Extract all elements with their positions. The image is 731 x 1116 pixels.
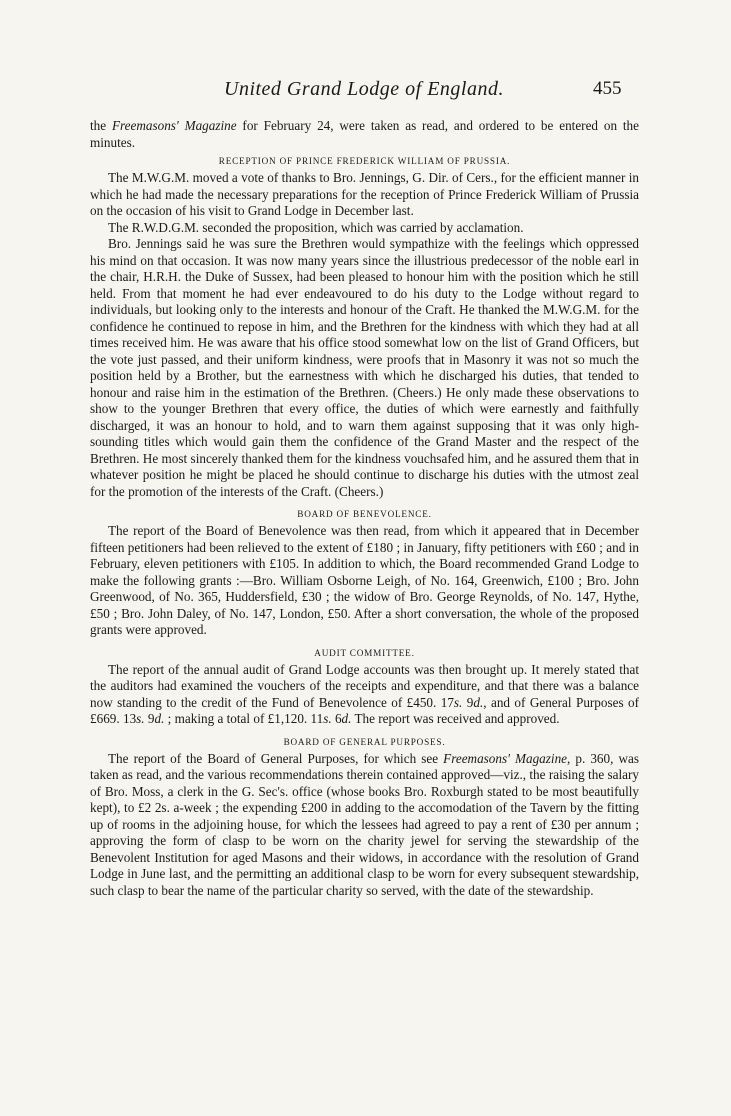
paragraph: The report of the Board of Benevolence was then read, from which it appeared that in December fifteen petitioners had been relieved to the extent of £180 ; in January, fifty petitioners with £60 ; and in February, eleven petitioners with £105. In addition to which, the Board recommended Grand Lodge to make the following grants :—Bro. William Osborne Leigh, of No. 164, Greenwich, £100 ; Bro. John Greenwood, of No. 365, Huddersfield, £30 ; the widow of Bro. George Reynolds, of No. 147, Hythe, £50 ; Bro. John Daley, of No. 147, London, £50. After a short conversation, the whole of the proposed grants were approved. (90, 523, 639, 637)
article-body (90, 118, 639, 899)
running-title: United Grand Lodge of England. (224, 78, 504, 100)
section-heading-audit: AUDIT COMMITTEE. (314, 647, 415, 658)
section-heading-reception: RECEPTION OF PRINCE FREDERICK WILLIAM OF PRUSSIA. (218, 156, 511, 166)
paragraph: The report of the annual audit of Grand Lodge accounts was then brought up. It merely stated that the auditors had examined the vouchers of the receipts and expenditure, and that there was a balance now standing to the credit of the Fund of Benevolence of £450. 17s. 9d., and of General Purposes of £669. 13s. 9d. ; making a total of £1,120. 11s. 6d. The report was received and approved. (90, 661, 640, 726)
magazine-title: Freemasons' Magazine (443, 750, 568, 766)
section-heading-general-purposes: BOARD OF GENERAL PURPOSES. (283, 736, 446, 747)
magazine-title: Freemasons' Magazine (111, 118, 237, 133)
paragraph: The M.W.G.M. moved a vote of thanks to Bro. Jennings, G. Dir. of Cers., for the efficient manner in which he had made the necessary preparations for the reception of Prince Frederick William of Prussia on the occasion of his visit to Grand Lodge in December last. (90, 170, 639, 218)
page-number: 455 (593, 78, 622, 99)
paragraph: Bro. Jennings said he was sure the Brethren would sympathize with the feelings which oppressed his mind on that occasion. It was now many years since the illustrious predecessor of the noble earl in the chair, H.R.H. the Duke of Sussex, had been pleased to honour him with the position which he still held. From that moment he had ever endeavoured to do his duty to the Lodge without regard to individuals, but looking only to the interests and honour of the Craft. He thanked the M.W.G.M. for the confidence he continued to repose in him, and the Brethren for the kindness with which they had at all times received him. He was aware that his office stood somewhat low on the list of Grand Officers, but the vote just passed, and their uniform kindness, were proofs that in Masonry it was not so much the position held by a Brother, but the earnestness with which he discharged his duties, that tended to honour and raise him in the estimation of the Brethren. (Cheers.) He only made these observations to show to the younger Brethren that every office, the duties of which were earnestly and faithfully discharged, it was an honour to hold, and to warn them against supposing that it was only high-sounding titles which would gain them the confidence of the Grand Master and the respect of the Brethren. He most sincerely thanked them for the kindness vouchsafed him, and he assured them that in whatever position he might be placed he should continue to discharge his duties with the utmost zeal for the promotion of the interests of the Craft. (Cheers.) (90, 236, 639, 499)
section-heading-benevolence: BOARD OF BENEVOLENCE. (297, 509, 432, 519)
paragraph: The R.W.D.G.M. seconded the proposition, which was carried by acclamation. (108, 219, 524, 235)
continuation-paragraph: the Freemasons' Magazine for February 24, were taken as read, and ordered to be entered on the minutes. (90, 118, 639, 150)
paragraph: The report of the Board of General Purposes, for which see Freemasons' Magazine, p. 360, was taken as read, and the various recommendations therein contained approved—viz., the raising the salary of Bro. Moss, a clerk in the G. Sec's. office (whose books Bro. Roxburgh stated to be most beautifully kept), to £2 2s. a-week ; the expending £200 in adding to the accomodation of the Tavern by the fitting up of rooms in the adjoining house, for which the lessees had agreed to pay a rent of £30 per annum ; approving the form of clasp to be worn on the charity jewel for serving the stewardship of the Benevolent Institution for aged Masons and their widows, in accordance with the resolution of Grand Lodge in June last, and the permitting an additional clasp to be worn for every subsequent stewardship, such clasp to bear the name of the particular charity so served, with the date of the stewardship. (90, 750, 639, 898)
